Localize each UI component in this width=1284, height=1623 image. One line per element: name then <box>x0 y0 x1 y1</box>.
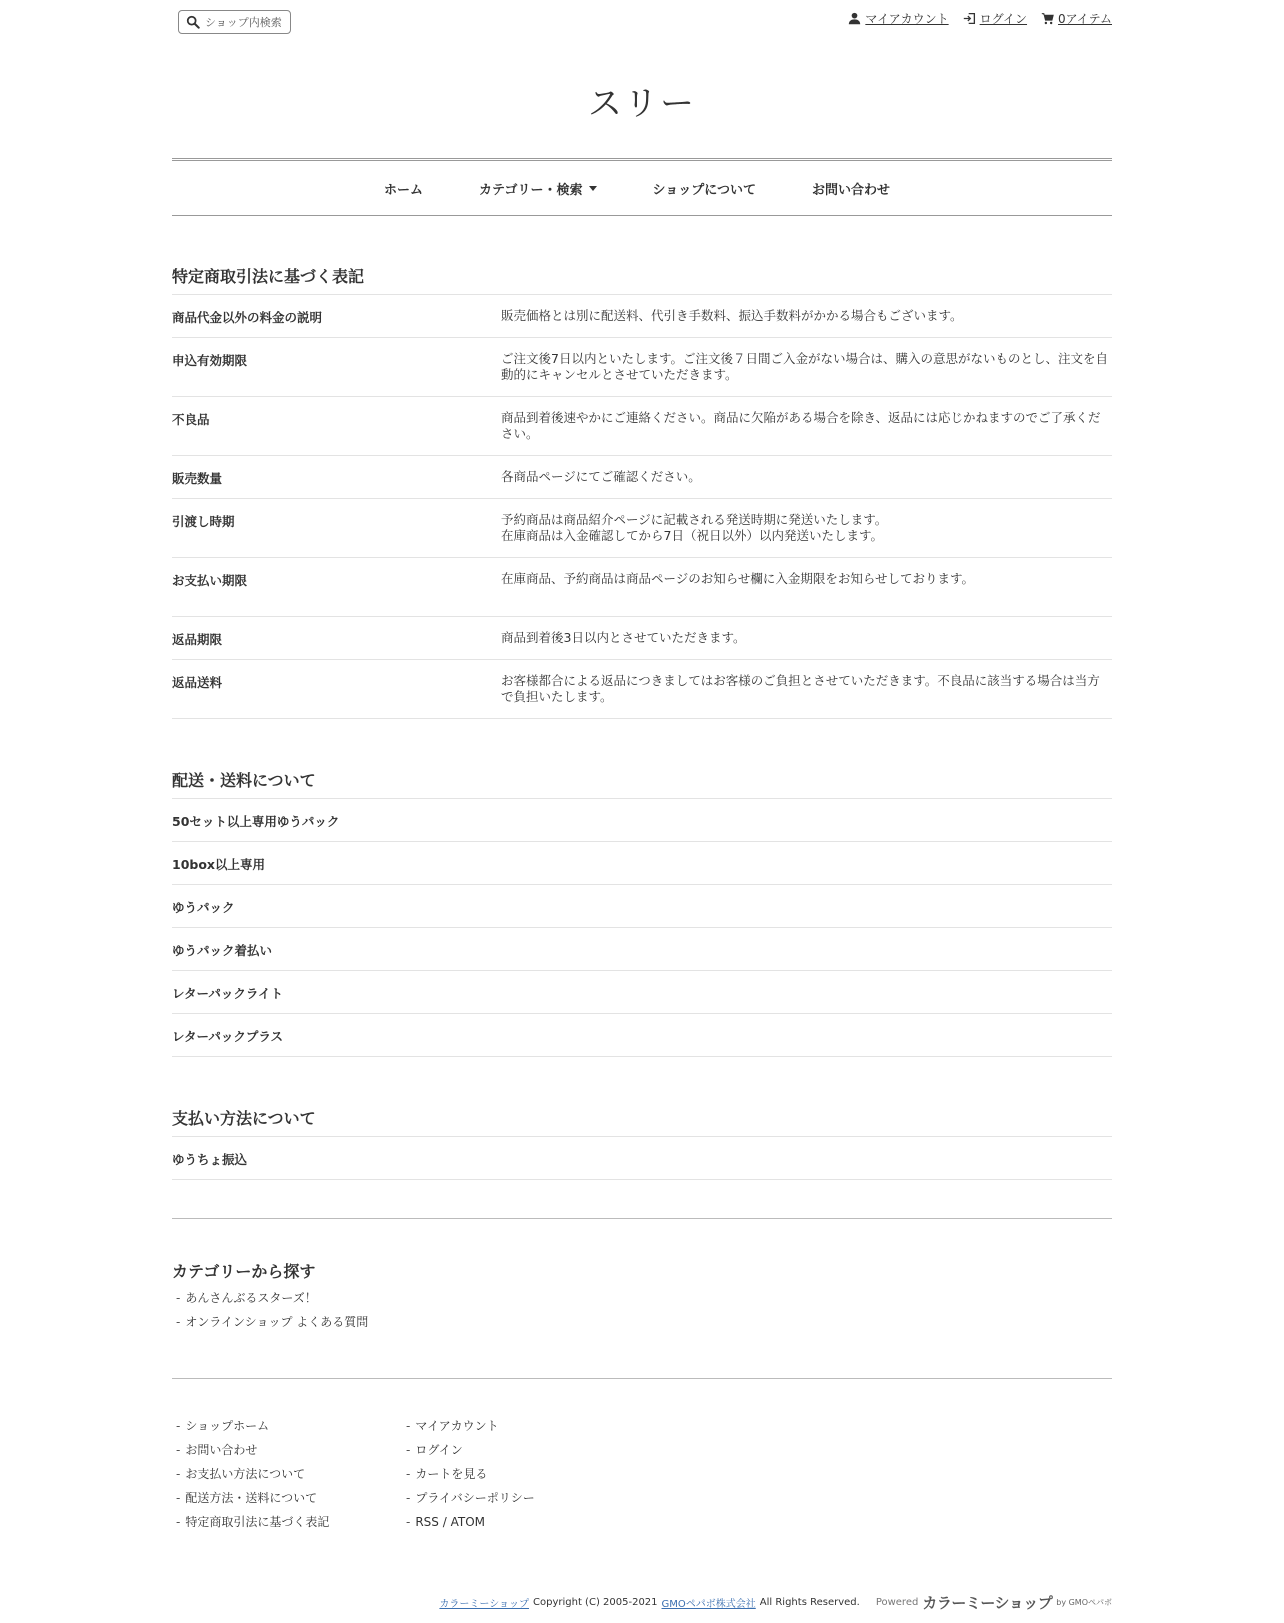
gmo-pepabo-logo: by GMOペパボ <box>1056 1598 1112 1607</box>
shipping-method: レターパックライト <box>172 986 284 1001</box>
footer-link-label: 配送方法・送料について <box>185 1491 318 1505</box>
table-row <box>172 659 1112 718</box>
footer-link-label: ログイン <box>415 1443 463 1457</box>
section-divider <box>172 1218 1112 1219</box>
category-item[interactable] <box>176 1310 368 1334</box>
row-value: 販売価格とは別に配送料、代引き手数料、振込手数料がかかる場合もございます。 <box>501 308 963 323</box>
row-label: 引渡し時期 <box>172 514 235 529</box>
table-row <box>172 294 1112 337</box>
table-row <box>172 396 1112 455</box>
shipping-method: 50セット以上専用ゆうパック <box>172 814 340 829</box>
shipping-method: レターパックプラス <box>172 1029 284 1044</box>
shipping-method: ゆうパック着払い <box>172 943 273 958</box>
nav-category-search[interactable] <box>479 179 596 198</box>
my-account-link[interactable] <box>848 10 948 27</box>
bullet-dash: - <box>406 1443 411 1457</box>
category-label: あんさんぶるスターズ！ <box>185 1291 317 1305</box>
table-row <box>172 616 1112 659</box>
divider <box>172 1056 1112 1057</box>
row-label: 返品期限 <box>172 632 223 647</box>
category-list <box>176 1286 368 1334</box>
row-value: 商品到着後速やかにご連絡ください。商品に欠陥がある場合を除き、返品には応じかねますのでご了承ください。 <box>501 410 1101 441</box>
footer-col-account <box>406 1414 535 1534</box>
row-label: 不良品 <box>172 412 210 427</box>
list-item <box>172 927 1112 970</box>
bullet-dash: - <box>176 1467 181 1481</box>
cart-label: 0アイテム <box>1058 12 1112 26</box>
login-label: ログイン <box>979 12 1028 26</box>
footer-link-label: お問い合わせ <box>185 1443 258 1457</box>
footer-link-label: マイアカウント <box>415 1419 499 1433</box>
row-value: 在庫商品、予約商品は商品ページのお知らせ欄に入金期限をお知らせしております。 <box>501 571 975 586</box>
category-label: オンラインショップ よくある質問 <box>185 1315 369 1329</box>
cart-link[interactable] <box>1041 10 1112 27</box>
table-row <box>172 498 1112 557</box>
category-item[interactable] <box>176 1286 368 1310</box>
pepabo-link[interactable]: GMOペパボ株式会社 <box>661 1599 756 1610</box>
bullet-dash: - <box>176 1315 181 1329</box>
colorme-link[interactable]: カラーミーショップ <box>439 1599 530 1610</box>
row-value: 商品到着後3日以内とさせていただきます。 <box>501 630 746 645</box>
row-label: お支払い期限 <box>172 573 248 588</box>
search-icon <box>186 15 200 29</box>
bullet-dash: - <box>176 1419 181 1433</box>
nav-about[interactable] <box>653 179 756 198</box>
list-item <box>172 970 1112 1013</box>
shop-name[interactable]: スリー <box>588 84 696 124</box>
powered-label: Powered <box>875 1597 919 1608</box>
bullet-dash: - <box>176 1491 181 1505</box>
row-value: 各商品ページにてご確認ください。 <box>501 469 701 484</box>
legal-title: 特定商取引法に基づく表記 <box>172 267 365 286</box>
footer-link[interactable] <box>406 1486 535 1510</box>
nav-about-label: ショップについて <box>652 182 756 198</box>
shipping-method: ゆうパック <box>172 900 235 915</box>
list-item <box>172 884 1112 927</box>
nav-home[interactable] <box>384 179 423 198</box>
copyright-text: Copyright (C) 2005-2021 <box>533 1597 658 1608</box>
login-icon <box>963 12 976 25</box>
nav-contact[interactable] <box>812 179 890 198</box>
global-nav <box>172 158 1112 216</box>
user-icon <box>848 12 861 25</box>
colorme-logo[interactable]: カラーミーショップ <box>922 1594 1053 1612</box>
row-label: 販売数量 <box>172 471 223 486</box>
shipping-title: 配送・送料について <box>172 771 316 790</box>
nav-category-label: カテゴリー・検索 <box>479 182 583 198</box>
list-item <box>172 798 1112 841</box>
footer-divider <box>172 1378 1112 1379</box>
shop-search-button[interactable] <box>178 10 291 34</box>
header-links <box>848 10 1112 27</box>
payment-method: ゆうちょ振込 <box>172 1152 248 1167</box>
footer-link-label: カートを見る <box>415 1467 488 1481</box>
footer-link-label: RSS / ATOM <box>415 1515 485 1529</box>
bullet-dash: - <box>176 1291 181 1305</box>
bullet-dash: - <box>406 1467 411 1481</box>
bullet-dash: - <box>406 1419 411 1433</box>
bullet-dash: - <box>176 1515 181 1529</box>
list-item <box>172 841 1112 884</box>
footer-link[interactable] <box>406 1510 535 1534</box>
row-value: お客様都合による返品につきましてはお客様のご負担とさせていただきます。不良品に該当する場合は当方で負担いたします。 <box>501 673 1100 704</box>
cart-icon <box>1041 12 1054 25</box>
row-label: 返品送料 <box>172 675 223 690</box>
login-link[interactable] <box>963 10 1027 27</box>
footer-link-label: ショップホーム <box>185 1419 270 1433</box>
bullet-dash: - <box>406 1515 411 1529</box>
copyright <box>439 1592 1112 1613</box>
nav-home-label: ホーム <box>384 182 424 198</box>
footer-link-label: 特定商取引法に基づく表記 <box>185 1515 330 1529</box>
table-row <box>172 557 1112 616</box>
footer-col-shop <box>176 1414 329 1534</box>
footer-link[interactable] <box>176 1414 329 1438</box>
rights-text: All Rights Reserved. <box>759 1597 860 1608</box>
payment-title: 支払い方法について <box>172 1109 316 1128</box>
divider <box>172 1179 1112 1180</box>
shipping-method: 10box以上専用 <box>172 857 265 872</box>
footer-link-label: プライバシーポリシー <box>415 1491 535 1505</box>
footer-link[interactable] <box>176 1510 329 1534</box>
footer-link[interactable] <box>406 1462 535 1486</box>
caret-down-icon <box>589 186 597 191</box>
row-value: ご注文後7日以内といたします。ご注文後７日間ご入金がない場合は、購入の意思がないものとし、注文を自動的にキャンセルとさせていただきます。 <box>501 351 1108 382</box>
list-item <box>172 1013 1112 1056</box>
list-item <box>172 1136 1112 1179</box>
search-label: ショップ内検索 <box>205 16 282 29</box>
bullet-dash: - <box>406 1491 411 1505</box>
footer-link-label: お支払い方法について <box>185 1467 306 1481</box>
footer-link[interactable] <box>176 1486 329 1510</box>
footer-link[interactable] <box>176 1462 329 1486</box>
footer-link[interactable] <box>406 1438 535 1462</box>
row-value: 予約商品は商品紹介ページに記載される発送時期に発送いたします。 在庫商品は入金確認してから7日（祝日以外）以内発送いたします。 <box>501 512 888 543</box>
table-row <box>172 455 1112 498</box>
row-label: 申込有効期限 <box>172 353 248 368</box>
categories-title: カテゴリーから探す <box>172 1262 316 1281</box>
footer-link[interactable] <box>406 1414 535 1438</box>
footer-link[interactable] <box>176 1438 329 1462</box>
nav-contact-label: お問い合わせ <box>811 182 890 198</box>
my-account-label: マイアカウント <box>865 12 949 26</box>
table-row <box>172 337 1112 396</box>
bullet-dash: - <box>176 1443 181 1457</box>
divider <box>172 718 1112 719</box>
row-label: 商品代金以外の料金の説明 <box>172 310 323 325</box>
